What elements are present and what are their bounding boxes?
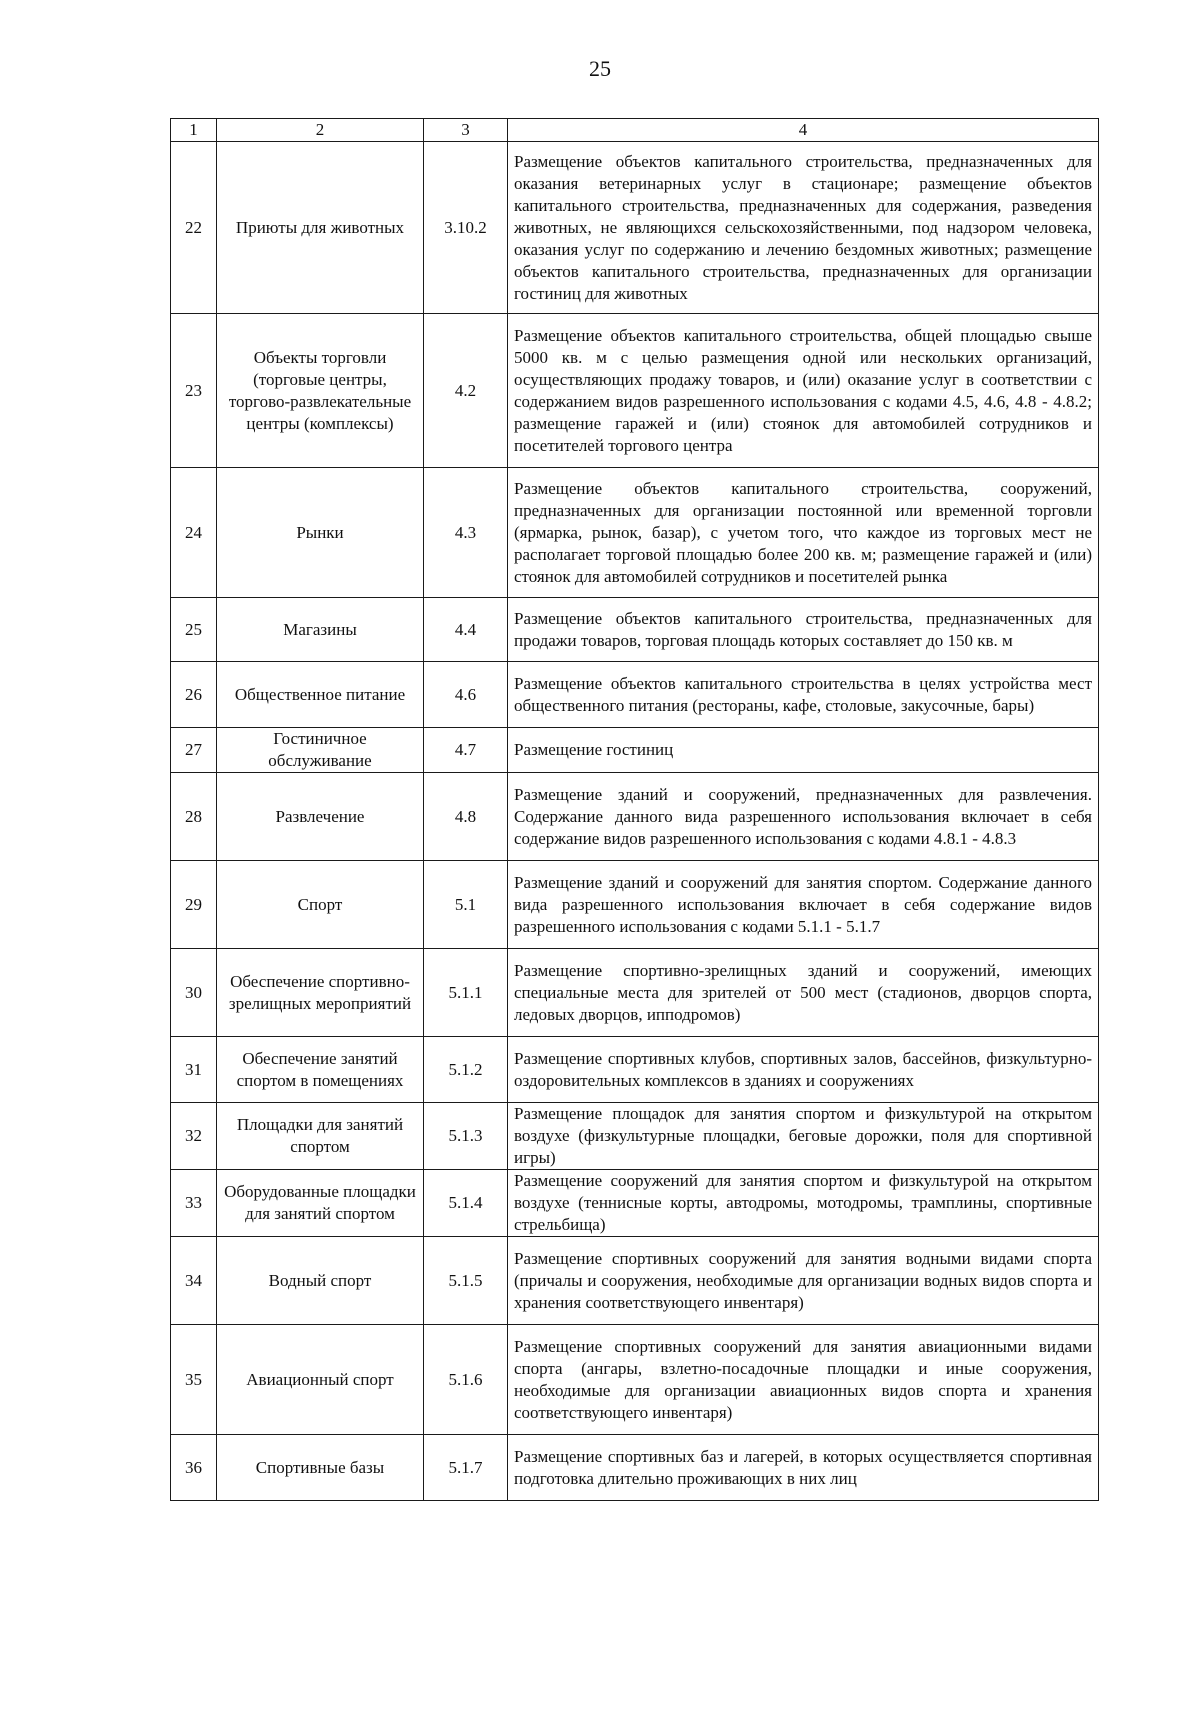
row-code: 4.7	[424, 728, 508, 773]
row-name: Обеспечение занятий спортом в помещениях	[217, 1037, 424, 1103]
row-name: Обеспечение спортивно-зрелищных мероприятий	[217, 949, 424, 1037]
header-cell-4: 4	[508, 119, 1099, 142]
row-number: 31	[171, 1037, 217, 1103]
row-name: Развлечение	[217, 773, 424, 861]
row-name: Рынки	[217, 468, 424, 598]
row-code: 5.1.2	[424, 1037, 508, 1103]
table-row	[171, 1435, 1099, 1501]
table-header-row	[171, 119, 1099, 142]
row-number: 26	[171, 662, 217, 728]
row-name: Спорт	[217, 861, 424, 949]
table-row	[171, 142, 1099, 314]
table-row	[171, 1237, 1099, 1325]
row-code: 4.3	[424, 468, 508, 598]
row-name: Гостиничное обслуживание	[217, 728, 424, 773]
page-number: 25	[589, 56, 611, 81]
row-number: 33	[171, 1170, 217, 1237]
row-name: Водный спорт	[217, 1237, 424, 1325]
row-code: 5.1	[424, 861, 508, 949]
table-row	[171, 1103, 1099, 1170]
row-code: 5.1.7	[424, 1435, 508, 1501]
row-number: 32	[171, 1103, 217, 1170]
row-name: Приюты для животных	[217, 142, 424, 314]
land-use-table	[170, 118, 1099, 1501]
row-name: Спортивные базы	[217, 1435, 424, 1501]
row-code: 5.1.5	[424, 1237, 508, 1325]
row-number: 24	[171, 468, 217, 598]
row-description: Размещение спортивно-зрелищных зданий и сооружений, имеющих специальные места для зрителей от 500 мест (стадионов, дворцов спорта, ледовых дворцов, ипподромов)	[508, 949, 1099, 1037]
table-row	[171, 773, 1099, 861]
table-row	[171, 1170, 1099, 1237]
row-code: 4.8	[424, 773, 508, 861]
row-number: 23	[171, 314, 217, 468]
row-number: 35	[171, 1325, 217, 1435]
row-description: Размещение спортивных баз и лагерей, в которых осуществляется спортивная подготовка длительно проживающих в них лиц	[508, 1435, 1099, 1501]
row-number: 30	[171, 949, 217, 1037]
row-description: Размещение объектов капитального строительства, предназначенных для продажи товаров, торговая площадь которых составляет до 150 кв. м	[508, 598, 1099, 662]
row-code: 5.1.3	[424, 1103, 508, 1170]
row-number: 29	[171, 861, 217, 949]
row-name: Общественное питание	[217, 662, 424, 728]
table-row	[171, 468, 1099, 598]
row-code: 5.1.1	[424, 949, 508, 1037]
header-cell-2: 2	[217, 119, 424, 142]
row-description: Размещение зданий и сооружений, предназначенных для развлечения. Содержание данного вида разрешенного использования включает в себя содержание видов разрешенного использования с кодами 4.8.1 - 4.8.3	[508, 773, 1099, 861]
row-number: 28	[171, 773, 217, 861]
row-code: 4.2	[424, 314, 508, 468]
row-name: Площадки для занятий спортом	[217, 1103, 424, 1170]
table-row	[171, 861, 1099, 949]
table-row	[171, 949, 1099, 1037]
row-number: 36	[171, 1435, 217, 1501]
row-number: 34	[171, 1237, 217, 1325]
row-code: 4.4	[424, 598, 508, 662]
row-number: 27	[171, 728, 217, 773]
row-description: Размещение сооружений для занятия спортом и физкультурой на открытом воздухе (теннисные корты, автодромы, мотодромы, трамплины, спортивные стрельбища)	[508, 1170, 1099, 1237]
table-row	[171, 1325, 1099, 1435]
header-cell-1: 1	[171, 119, 217, 142]
header-cell-3: 3	[424, 119, 508, 142]
row-description: Размещение объектов капитального строительства, общей площадью свыше 5000 кв. м с целью размещения одной или нескольких организаций, осуществляющих продажу товаров, и (или) оказание услуг в соответствии с содержанием видов разрешенного использования с кодами 4.5, 4.6, 4.8 - 4.8.2; размещение гаражей и (или) стоянок для автомобилей сотрудников и посетителей торгового центра	[508, 314, 1099, 468]
row-description: Размещение гостиниц	[508, 728, 1099, 773]
row-code: 3.10.2	[424, 142, 508, 314]
row-code: 4.6	[424, 662, 508, 728]
row-number: 25	[171, 598, 217, 662]
row-description: Размещение объектов капитального строительства, предназначенных для оказания ветеринарных услуг в стационаре; размещение объектов капитального строительства, предназначенных для содержания, разведения животных, не являющихся сельскохозяйственными, под надзором человека, оказания услуг по содержанию и лечению бездомных животных; размещение объектов капитального строительства, предназначенных для организации гостиниц для животных	[508, 142, 1099, 314]
row-code: 5.1.4	[424, 1170, 508, 1237]
table-row	[171, 728, 1099, 773]
table-row	[171, 1037, 1099, 1103]
row-description: Размещение спортивных сооружений для занятия авиационными видами спорта (ангары, взлетно-посадочные площадки и иные сооружения, необходимые для организации авиационных видов спорта и хранения соответствующего инвентаря)	[508, 1325, 1099, 1435]
table-row	[171, 314, 1099, 468]
row-name: Объекты торговли (торговые центры, торгово-развлекательные центры (комплексы)	[217, 314, 424, 468]
row-description: Размещение спортивных сооружений для занятия водными видами спорта (причалы и сооружения, необходимые для организации водных видов спорта и хранения соответствующего инвентаря)	[508, 1237, 1099, 1325]
row-code: 5.1.6	[424, 1325, 508, 1435]
row-description: Размещение объектов капитального строительства в целях устройства мест общественного питания (рестораны, кафе, столовые, закусочные, бары)	[508, 662, 1099, 728]
row-name: Авиационный спорт	[217, 1325, 424, 1435]
row-name: Магазины	[217, 598, 424, 662]
table-row	[171, 662, 1099, 728]
row-name: Оборудованные площадки для занятий спортом	[217, 1170, 424, 1237]
row-number: 22	[171, 142, 217, 314]
row-description: Размещение спортивных клубов, спортивных залов, бассейнов, физкультурно-оздоровительных комплексов в зданиях и сооружениях	[508, 1037, 1099, 1103]
row-description: Размещение зданий и сооружений для занятия спортом. Содержание данного вида разрешенного использования включает в себя содержание видов разрешенного использования с кодами 5.1.1 - 5.1.7	[508, 861, 1099, 949]
row-description: Размещение площадок для занятия спортом и физкультурой на открытом воздухе (физкультурные площадки, беговые дорожки, поля для спортивной игры)	[508, 1103, 1099, 1170]
row-description: Размещение объектов капитального строительства, сооружений, предназначенных для организации постоянной или временной торговли (ярмарка, рынок, базар), с учетом того, что каждое из торговых мест не располагает торговой площадью более 200 кв. м; размещение гаражей и (или) стоянок для автомобилей сотрудников и посетителей рынка	[508, 468, 1099, 598]
table-row	[171, 598, 1099, 662]
